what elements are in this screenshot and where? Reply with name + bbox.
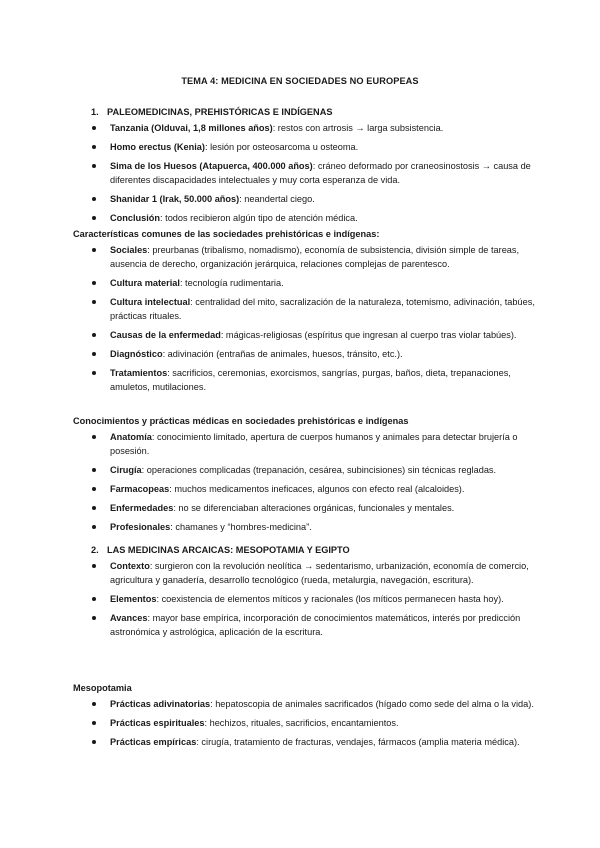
item-term: Anatomía — [110, 432, 152, 442]
item-text: : mayor base empírica, incorporación de conocimientos matemáticos, interés por predicción astronómica y astrológica, aplicación de la escritura. — [110, 613, 521, 637]
item-text: : muchos medicamentos ineficaces, algunos con efecto real (alcaloides). — [169, 484, 465, 494]
list-item — [91, 592, 536, 606]
item-text: : no se diferenciaban alteraciones orgánicas, funcionales y mentales. — [173, 503, 455, 513]
mesopotamia-list — [91, 697, 536, 754]
list-item — [91, 328, 536, 342]
list-item — [91, 611, 536, 639]
mesopotamia-heading: Mesopotamia — [73, 683, 132, 693]
item-text: : surgieron con la revolución neolítica → sedentarismo, urbanización, economía de comercio, agricultura y ganadería, desarrollo tecnológico (rueda, metalurgia, navegación, escritura). — [110, 561, 529, 585]
item-term: Causas de la enfermedad — [110, 330, 221, 340]
item-text: : coexistencia de elementos míticos y racionales (los míticos permanecen hasta hoy). — [156, 594, 504, 604]
section-number: 2. — [91, 545, 99, 555]
list-item — [91, 735, 536, 749]
item-term: Enfermedades — [110, 503, 174, 513]
item-term: Elementos — [110, 594, 157, 604]
list-item — [91, 243, 536, 271]
item-term: Conclusión — [110, 213, 161, 223]
item-term: Prácticas espirituales — [110, 718, 205, 728]
list-item — [91, 276, 536, 290]
item-text: : operaciones complicadas (trepanación, cesárea, subincisiones) sin técnicas regladas. — [141, 465, 497, 475]
item-text: : lesión por osteosarcoma u osteoma. — [204, 142, 359, 152]
list-item — [91, 366, 536, 394]
document-title: TEMA 4: MEDICINA EN SOCIEDADES NO EUROPEAS — [181, 76, 419, 86]
section-1-list — [91, 121, 536, 230]
list-item — [91, 159, 536, 187]
item-text: : preurbanas (tribalismo, nomadismo), economía de subsistencia, división simple de tareas, ausencia de derecho, organización jerárquica, relaciones complejas de parentesco. — [110, 245, 520, 269]
list-item — [91, 697, 536, 711]
item-text: : todos recibieron algún tipo de atención médica. — [160, 213, 358, 223]
item-text: : centralidad del mito, sacralización de la naturaleza, totemismo, adivinación, tabúes, prácticas rituales. — [110, 297, 535, 321]
section-number: 1. — [91, 107, 99, 117]
list-item — [91, 211, 536, 225]
list-item — [91, 501, 536, 515]
section-title: LAS MEDICINAS ARCAICAS: MESOPOTAMIA Y EGIPTO — [107, 545, 350, 555]
list-item — [91, 121, 536, 135]
item-term: Cultura intelectual — [110, 297, 191, 307]
item-text: : restos con artrosis → larga subsistencia. — [272, 123, 444, 133]
characteristics-heading: Características comunes de las sociedades prehistóricas e indígenas: — [73, 229, 380, 239]
list-item — [91, 295, 536, 323]
item-text: : hechizos, rituales, sacrificios, encantamientos. — [204, 718, 399, 728]
section-1-heading — [91, 105, 332, 119]
item-term: Contexto — [110, 561, 150, 571]
item-text: : conocimiento limitado, apertura de cuerpos humanos y animales para detectar brujería o posesión. — [110, 432, 518, 456]
list-item — [91, 463, 536, 477]
item-text: : hepatoscopia de animales sacrificados (hígado como sede del alma o la vida). — [210, 699, 534, 709]
list-item — [91, 347, 536, 361]
item-term: Tratamientos — [110, 368, 168, 378]
item-text: : cráneo deformado por craneosinostosis → causa de diferentes discapacidades intelectuales y muy corta esperanza de vida. — [110, 161, 531, 185]
item-text: : cirugía, tratamiento de fracturas, vendajes, fármacos (amplia materia médica). — [196, 737, 520, 747]
item-text: : chamanes y “hombres-medicina”. — [170, 522, 312, 532]
item-term: Prácticas empíricas — [110, 737, 197, 747]
item-text: : mágicas-religiosas (espíritus que ingresan al cuerpo tras violar tabúes). — [220, 330, 517, 340]
item-term: Avances — [110, 613, 148, 623]
item-text: : neandertal ciego. — [239, 194, 315, 204]
knowledge-heading: Conocimientos y prácticas médicas en sociedades prehistóricas e indígenas — [73, 416, 409, 426]
list-item — [91, 430, 536, 458]
list-item — [91, 559, 536, 587]
item-term: Farmacopeas — [110, 484, 170, 494]
item-term: Sociales — [110, 245, 148, 255]
item-term: Sima de los Huesos (Atapuerca, 400.000 años) — [110, 161, 313, 171]
section-2-list — [91, 559, 536, 644]
item-text: : sacrificios, ceremonias, exorcismos, sangrías, purgas, baños, dieta, trepanaciones, amuletos, mutilaciones. — [110, 368, 511, 392]
item-term: Homo erectus (Kenia) — [110, 142, 205, 152]
list-item — [91, 716, 536, 730]
item-term: Profesionales — [110, 522, 171, 532]
list-item — [91, 482, 536, 496]
list-item — [91, 192, 536, 206]
list-item — [91, 520, 536, 534]
characteristics-list — [91, 243, 536, 399]
item-term: Prácticas adivinatorias — [110, 699, 211, 709]
item-term: Shanidar 1 (Irak, 50.000 años) — [110, 194, 240, 204]
item-term: Tanzania (Olduvai, 1,8 millones años) — [110, 123, 273, 133]
item-text: : tecnología rudimentaria. — [179, 278, 284, 288]
item-term: Cirugía — [110, 465, 142, 475]
section-title: PALEOMEDICINAS, PREHISTÓRICAS E INDÍGENAS — [107, 107, 333, 117]
section-2-heading — [91, 543, 350, 557]
item-term: Cultura material — [110, 278, 180, 288]
knowledge-list — [91, 430, 536, 539]
item-text: : adivinación (entrañas de animales, huesos, tránsito, etc.). — [162, 349, 403, 359]
list-item — [91, 140, 536, 154]
item-term: Diagnóstico — [110, 349, 163, 359]
